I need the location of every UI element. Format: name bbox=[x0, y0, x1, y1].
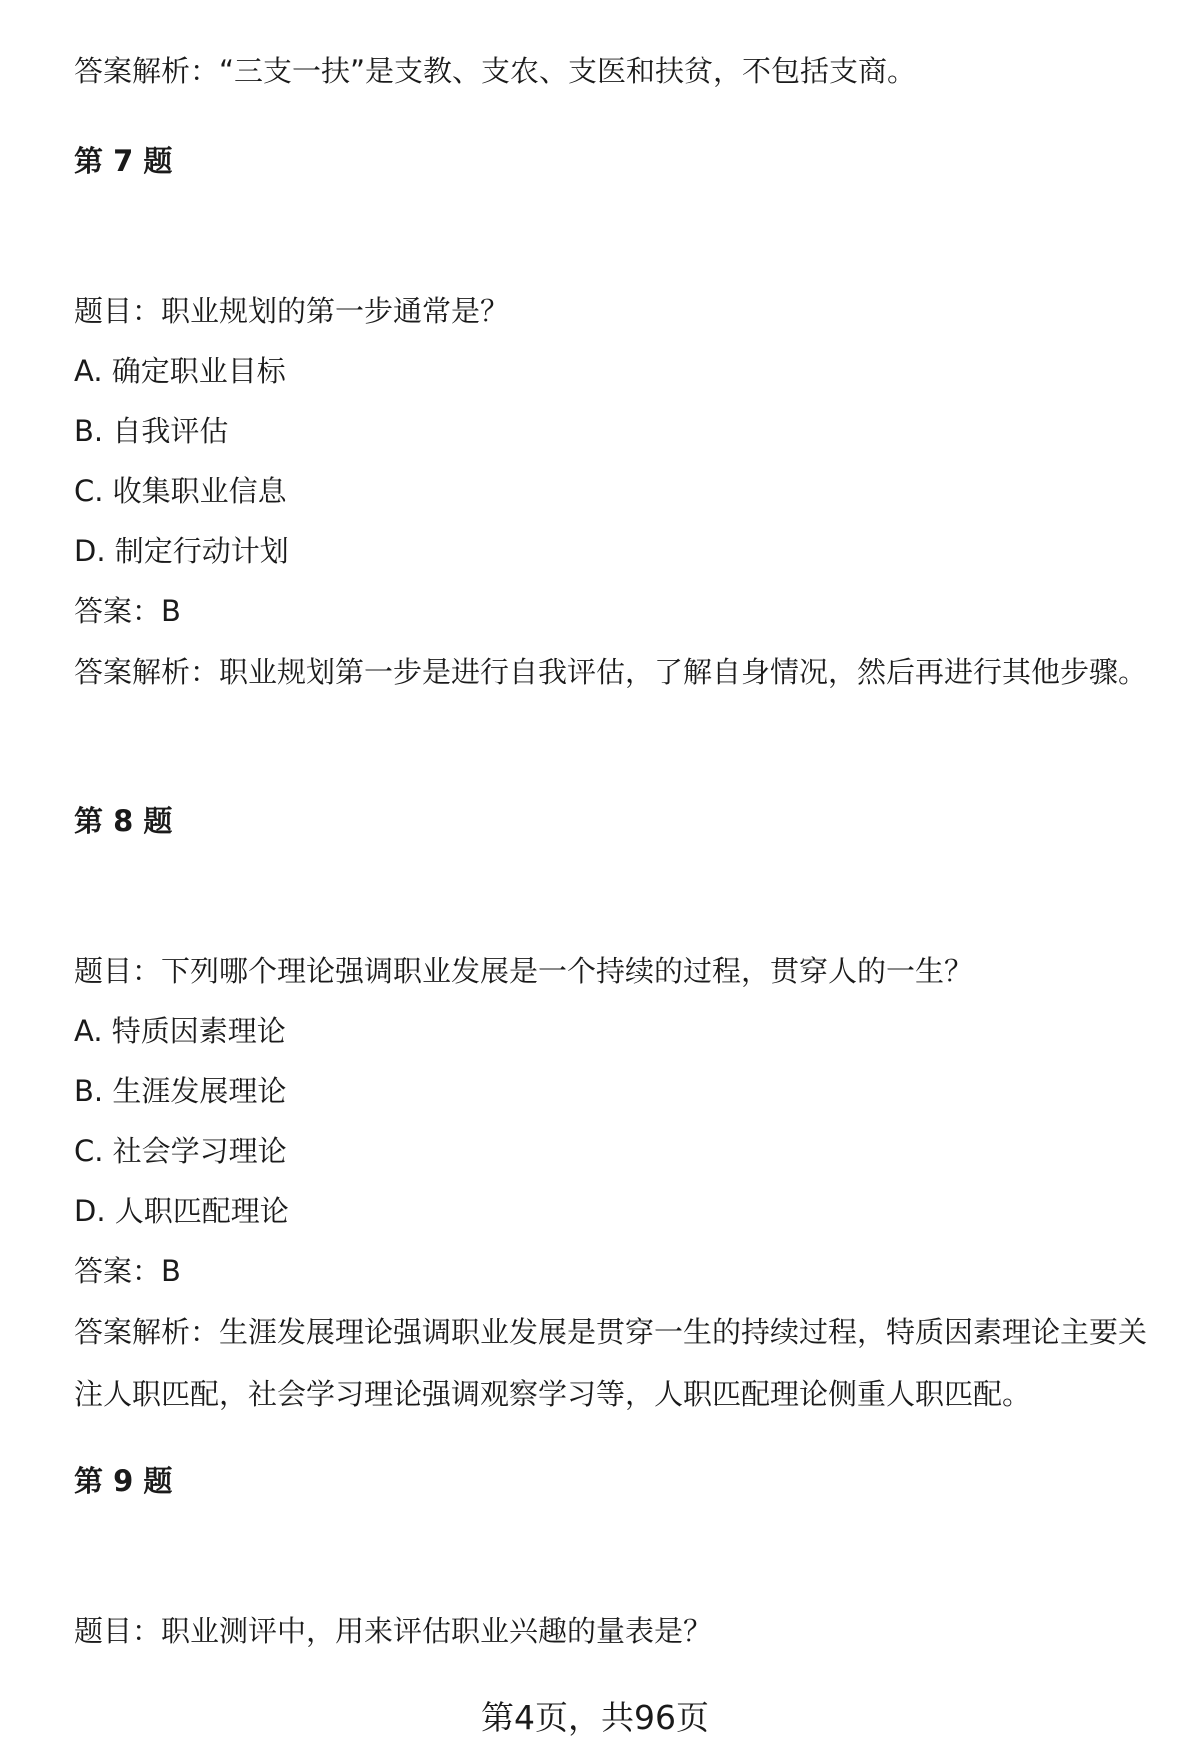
question-7-text: 题目：职业规划的第一步通常是？ bbox=[74, 294, 510, 328]
page-number-footer: 第4页，共96页 bbox=[481, 1698, 709, 1737]
question-8-option-c: C. 社会学习理论 bbox=[74, 1134, 287, 1168]
question-8-answer: 答案：B bbox=[74, 1254, 181, 1288]
question-7-option-d: D. 制定行动计划 bbox=[74, 534, 289, 568]
question-7-explanation: 答案解析：职业规划第一步是进行自我评估，了解自身情况，然后再进行其他步骤。 bbox=[74, 655, 1148, 689]
question-8-option-d: D. 人职匹配理论 bbox=[74, 1194, 289, 1228]
question-9-heading: 第 9 题 bbox=[74, 1464, 173, 1498]
question-7-answer: 答案：B bbox=[74, 594, 181, 628]
question-7-option-a: A. 确定职业目标 bbox=[74, 354, 286, 388]
question-8-text: 题目：下列哪个理论强调职业发展是一个持续的过程，贯穿人的一生？ bbox=[74, 954, 974, 988]
question-8-explanation: 答案解析：生涯发展理论强调职业发展是贯穿一生的持续过程，特质因素理论主要关注人职匹配，社会学习理论强调观察学习等，人职匹配理论侧重人职匹配。 bbox=[74, 1315, 1148, 1411]
question-8-option-b: B. 生涯发展理论 bbox=[74, 1074, 287, 1108]
question-9-text: 题目：职业测评中，用来评估职业兴趣的量表是？ bbox=[74, 1614, 713, 1648]
question-8-heading: 第 8 题 bbox=[74, 804, 173, 838]
question-7-option-b: B. 自我评估 bbox=[74, 414, 229, 448]
previous-answer-explanation: 答案解析：“三支一扶”是支教、支农、支医和扶贫，不包括支商。 bbox=[74, 54, 917, 88]
question-7-heading: 第 7 题 bbox=[74, 144, 173, 178]
question-7-option-c: C. 收集职业信息 bbox=[74, 474, 287, 508]
question-8-option-a: A. 特质因素理论 bbox=[74, 1014, 286, 1048]
